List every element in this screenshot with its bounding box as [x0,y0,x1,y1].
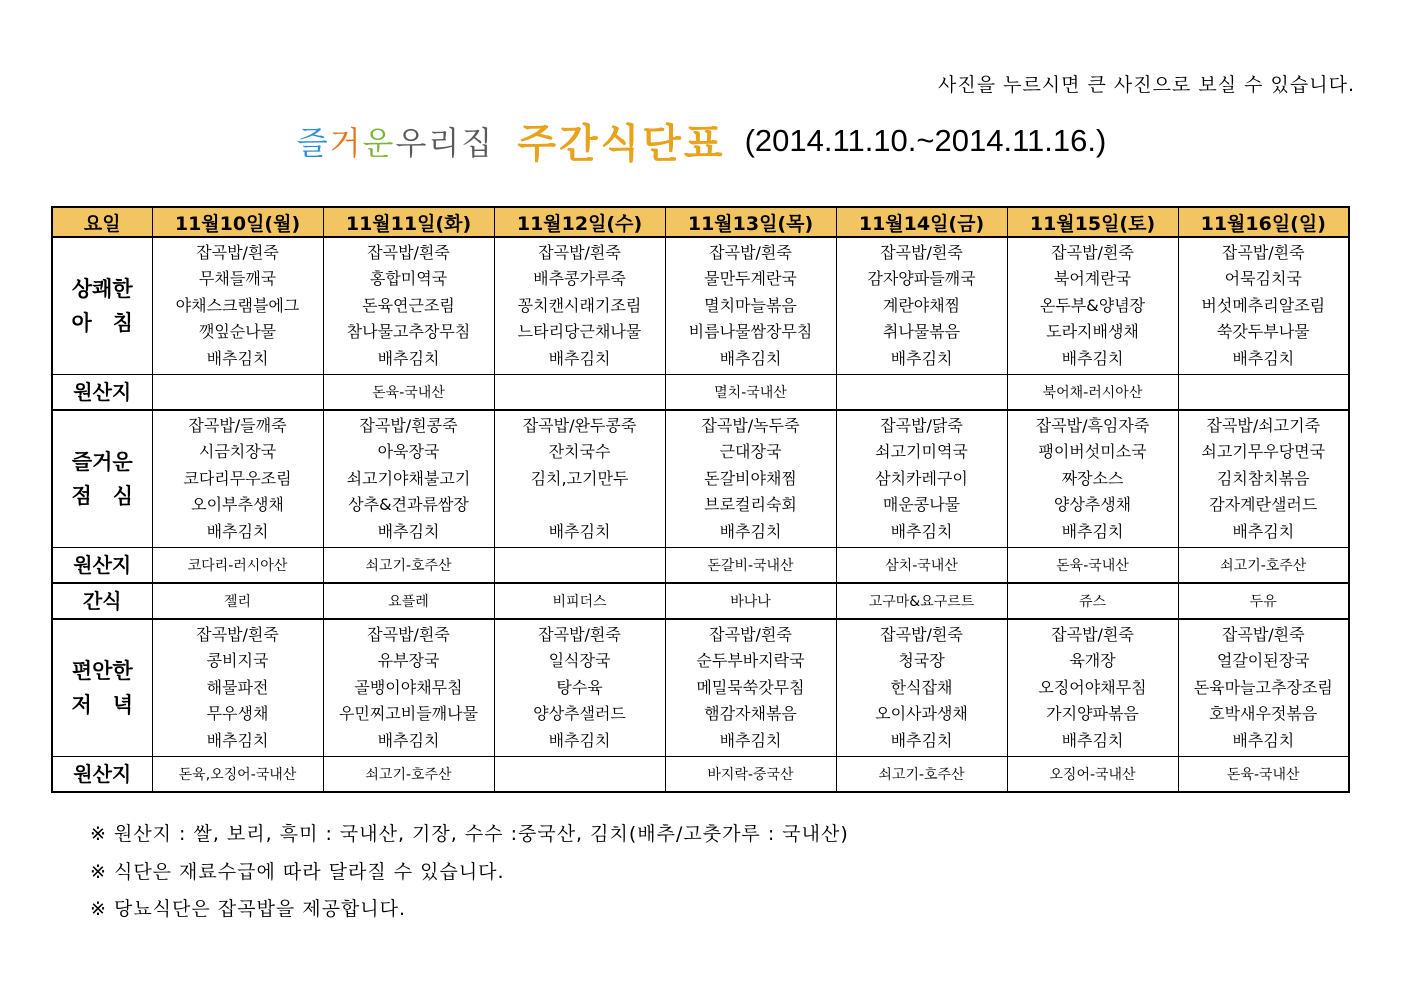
snack-cell: 두유 [1178,583,1349,619]
lunch-menu-cell [665,410,836,548]
menu-item: 청국장 [898,651,945,671]
lunch-row [52,410,1349,548]
menu-item: 잡곡밥/흰죽 [880,624,963,644]
lunch-label-line: 점 심 [71,484,134,508]
menu-item: 콩비지국 [206,651,269,671]
origin-cell: 쇠고기-호주산 [323,548,494,584]
menu-item: 메밀묵쑥갓무침 [696,677,805,697]
breakfast-menu-cell [665,237,836,375]
brand-char: 즐 [296,123,330,162]
day-header: 11월14일(금) [836,207,1007,237]
origin-cell: 오징어-국내산 [1007,757,1178,793]
menu-item: 양상추생채 [1053,495,1132,515]
menu-item: 오징어야채무침 [1038,677,1147,697]
menu-item: 배추김치 [206,348,269,368]
menu-item: 잡곡밥/녹두죽 [701,415,800,435]
breakfast-label-line: 아 침 [71,311,134,335]
menu-item: 비름나물쌈장무침 [688,322,813,342]
breakfast-label [52,237,152,375]
menu-item: 짜장소스 [1061,468,1124,488]
origin-cell: 돈육-국내산 [323,375,494,411]
menu-item: 느타리당근채나물 [517,322,642,342]
menu-item: 유부장국 [377,651,440,671]
dinner-menu-cell [323,619,494,757]
day-header: 11월15일(토) [1007,207,1178,237]
menu-item: 멸치마늘볶음 [704,295,797,315]
brand-name [297,124,495,162]
menu-item: 잔치국수 [548,442,611,462]
lunch-label [52,410,152,548]
menu-item: 돈육연근조림 [362,295,455,315]
menu-item: 잡곡밥/흰죽 [1051,242,1134,262]
day-header-row [52,207,1349,237]
dinner-menu-cell [494,619,665,757]
menu-item: 배추김치 [890,730,953,750]
menu-item: 근대장국 [719,442,782,462]
menu-item: 잡곡밥/흰죽 [880,242,963,262]
dinner-origin-row [52,757,1349,793]
snack-cell: 젤리 [152,583,323,619]
menu-item: 가지양파볶음 [1046,704,1139,724]
menu-item: 브로컬리숙회 [704,495,797,515]
menu-item: 시금치장국 [198,442,277,462]
menu-item: 양상추샐러드 [533,704,626,724]
origin-label: 원산지 [52,375,152,411]
snack-cell: 바나나 [665,583,836,619]
lunch-menu-cell [1007,410,1178,548]
menu-item: 잡곡밥/흑임자죽 [1035,415,1150,435]
menu-item: 해물파전 [206,677,269,697]
dinner-menu-cell [836,619,1007,757]
menu-item: 잡곡밥/흰죽 [367,242,450,262]
day-column-header: 요일 [52,207,152,237]
menu-item: 배추김치 [890,521,953,541]
footnote-origin: ※ 원산지 : 쌀, 보리, 흑미 : 국내산, 기장, 수수 :중국산, 김치(배추/고춧가루 : 국내산) [90,823,849,845]
dinner-menu-cell [152,619,323,757]
menu-item: 잡곡밥/흰죽 [709,624,792,644]
menu-item: 김치,고기만두 [530,468,629,488]
menu-item: 잡곡밥/닭죽 [880,415,963,435]
footnotes [90,816,849,929]
menu-item: 육개장 [1069,651,1116,671]
menu-item: 햄감자채볶음 [704,704,797,724]
menu-item [495,492,665,519]
snack-cell: 쥬스 [1007,583,1178,619]
menu-item: 얼갈이된장국 [1216,651,1310,671]
origin-cell: 북어채-러시아산 [1007,375,1178,411]
menu-item: 쇠고기무우당면국 [1201,442,1326,462]
lunch-menu-cell [836,410,1007,548]
origin-label: 원산지 [52,548,152,584]
menu-item: 배추김치 [548,521,611,541]
brand-char: 거 [329,123,363,162]
day-header: 11월11일(화) [323,207,494,237]
dinner-row [52,619,1349,757]
menu-item: 상추&견과류쌈장 [348,495,469,515]
photo-notice: 사진을 누르시면 큰 사진으로 보실 수 있습니다. [937,74,1355,96]
menu-item: 배추김치 [1061,730,1124,750]
menu-item: 무채들깨국 [198,269,277,289]
footnote-diabetes: ※ 당뇨식단은 잡곡밥을 제공합니다. [90,898,407,920]
day-header: 11월16일(일) [1178,207,1349,237]
menu-item: 아욱장국 [377,442,440,462]
origin-cell: 돈육-국내산 [1007,548,1178,584]
origin-cell: 돈육,오징어-국내산 [152,757,323,793]
origin-cell [1178,375,1349,411]
snack-cell: 비피더스 [494,583,665,619]
menu-item: 배추김치 [890,348,953,368]
menu-item: 배추김치 [1061,348,1124,368]
menu-item: 배추김치 [719,348,782,368]
origin-cell [494,757,665,793]
lunch-menu-cell [323,410,494,548]
menu-item: 골뱅이야채무침 [354,677,463,697]
dinner-label [52,619,152,757]
breakfast-row [52,237,1349,375]
footnote-supply: ※ 식단은 재료수급에 따라 달라질 수 있습니다. [90,860,505,883]
origin-cell: 바지락-중국산 [665,757,836,793]
menu-item: 잡곡밥/흰죽 [196,242,279,262]
menu-item: 잡곡밥/흰죽 [538,242,621,262]
origin-cell: 쇠고기-호주산 [1178,548,1349,584]
menu-item: 잡곡밥/흰죽 [709,242,792,262]
menu-item: 배추김치 [1061,521,1124,541]
menu-item: 무우생채 [206,704,269,724]
menu-item: 쇠고기미역국 [875,442,968,462]
menu-item: 깻잎순나물 [198,322,277,342]
menu-item: 감자계란샐러드 [1209,495,1318,515]
breakfast-menu-cell [152,237,323,375]
menu-item: 배추김치 [1232,521,1295,541]
menu-item: 배추김치 [1232,348,1295,368]
breakfast-menu-cell [323,237,494,375]
menu-item: 배추김치 [377,348,440,368]
origin-cell [152,375,323,411]
menu-period: (2014.11.10.~2014.11.16.) [744,122,1107,158]
menu-item: 쇠고기야채불고기 [346,468,471,488]
breakfast-origin-row [52,375,1349,411]
menu-item: 배추콩가루죽 [533,269,626,289]
lunch-label-line: 즐거운 [71,450,133,474]
menu-item: 물만두계란국 [704,269,797,289]
menu-item: 배추김치 [206,730,269,750]
origin-cell: 쇠고기-호주산 [836,757,1007,793]
origin-cell [836,375,1007,411]
snack-cell: 고구마&요구르트 [836,583,1007,619]
breakfast-menu-cell [836,237,1007,375]
menu-item: 온두부&양념장 [1039,295,1146,315]
menu-title: 주간식단표 [517,121,726,167]
menu-item: 우민찌고비들깨나물 [338,704,479,724]
menu-item: 잡곡밥/흰죽 [538,624,621,644]
menu-item: 배추김치 [1232,730,1295,750]
dinner-menu-cell [1178,619,1349,757]
origin-cell: 쇠고기-호주산 [323,757,494,793]
menu-item: 어묵김치국 [1224,269,1302,289]
snack-cell: 요플레 [323,583,494,619]
menu-item: 잡곡밥/흰죽 [1221,242,1305,262]
day-header: 11월13일(목) [665,207,836,237]
menu-item: 배추김치 [377,730,440,750]
menu-item: 잡곡밥/들깨죽 [188,415,287,435]
origin-cell: 코다리-러시아산 [152,548,323,584]
menu-item: 북어계란국 [1053,269,1132,289]
menu-item: 삼치카레구이 [875,468,968,488]
dinner-menu-cell [1007,619,1178,757]
menu-item: 홍합미역국 [369,269,448,289]
breakfast-menu-cell [1178,237,1349,375]
menu-item: 한식잡채 [890,677,953,697]
dinner-label-line: 저 녁 [71,693,134,717]
menu-item: 잡곡밥/흰죽 [196,624,279,644]
origin-cell [494,375,665,411]
menu-item: 배추김치 [719,730,782,750]
origin-cell [494,548,665,584]
menu-item: 잡곡밥/흰콩죽 [359,415,458,435]
menu-item: 돈육마늘고추장조림 [1193,677,1333,697]
menu-item: 버섯메추리알조림 [1201,295,1326,315]
breakfast-label-line: 상쾌한 [71,277,133,301]
menu-item: 돈갈비야채찜 [704,468,797,488]
menu-item: 일식장국 [548,651,611,671]
page-title [0,112,1403,169]
brand-char: 우 [395,123,429,162]
menu-item: 김치참치볶음 [1216,468,1310,488]
menu-item: 매운콩나물 [882,495,961,515]
origin-label: 원산지 [52,757,152,793]
breakfast-menu-cell [1007,237,1178,375]
menu-item: 순두부바지락국 [696,651,805,671]
menu-item: 배추김치 [206,521,269,541]
brand-char: 리 [428,123,462,162]
menu-item: 잡곡밥/완두콩죽 [522,415,637,435]
menu-item: 감자양파들깨국 [867,269,976,289]
menu-item: 팽이버섯미소국 [1038,442,1147,462]
menu-item: 오이부추생채 [191,495,284,515]
lunch-menu-cell [494,410,665,548]
lunch-menu-cell [1178,410,1349,548]
day-header: 11월12일(수) [494,207,665,237]
menu-item: 배추김치 [377,521,440,541]
origin-cell: 멸치-국내산 [665,375,836,411]
dinner-menu-cell [665,619,836,757]
day-header: 11월10일(월) [152,207,323,237]
menu-item: 코다리무우조림 [183,468,292,488]
lunch-menu-cell [152,410,323,548]
snack-row [52,583,1349,619]
menu-item: 취나물볶음 [882,322,961,342]
breakfast-menu-cell [494,237,665,375]
menu-item: 잡곡밥/쇠고기죽 [1206,415,1321,435]
menu-item: 잡곡밥/흰죽 [1221,624,1305,644]
origin-cell: 삼치-국내산 [836,548,1007,584]
menu-item: 쑥갓두부나물 [1216,322,1310,342]
origin-cell: 돈육-국내산 [1178,757,1349,793]
dinner-label-line: 편안한 [71,659,133,683]
weekly-menu-table [51,206,1350,793]
menu-item: 참나물고추장무침 [346,322,471,342]
brand-char: 집 [461,123,495,162]
menu-item: 계란야채찜 [882,295,961,315]
menu-item: 호박새우젓볶음 [1209,704,1318,724]
menu-item: 야채스크램블에그 [175,295,300,315]
menu-item: 배추김치 [719,521,782,541]
brand-char: 운 [362,123,396,162]
lunch-origin-row [52,548,1349,584]
snack-label: 간식 [52,583,152,619]
menu-item: 꽁치캔시래기조림 [517,295,642,315]
menu-item: 도라지배생채 [1046,322,1139,342]
menu-item: 잡곡밥/흰죽 [1051,624,1134,644]
menu-item: 배추김치 [548,348,611,368]
origin-cell: 돈갈비-국내산 [665,548,836,584]
menu-item: 배추김치 [548,730,611,750]
menu-item: 잡곡밥/흰죽 [367,624,450,644]
menu-item: 탕수육 [556,677,603,697]
menu-item: 오이사과생채 [875,704,968,724]
